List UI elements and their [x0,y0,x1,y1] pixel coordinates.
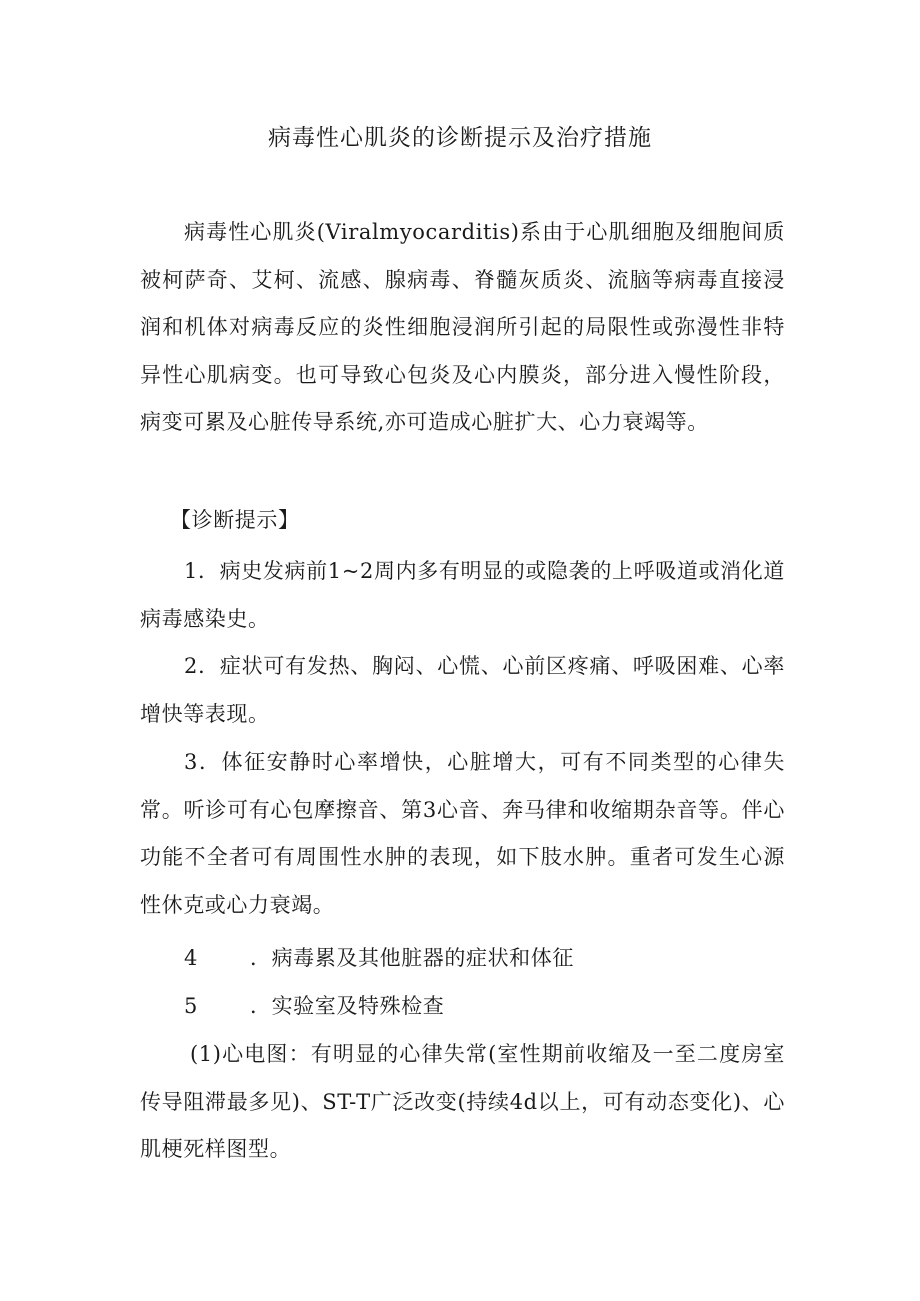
diagnosis-item-4 [140,935,785,983]
item-5-number: 5 [184,994,198,1018]
diagnosis-item-3: 3．体征安静时心率增快，心脏增大，可有不同类型的心律失常。听诊可有心包摩擦音、第3心音、奔马律和收缩期杂音等。伴心功能不全者可有周围性水肿的表现，如下肢水肿。重者可发生心源性休克或心力衰竭。 [140,750,785,917]
diagnosis-item-1: 1．病史发病前1~2周内多有明显的或隐袭的上呼吸道或消化道病毒感染史。 [140,559,785,631]
diagnosis-item-2: 2．症状可有发热、胸闷、心慌、心前区疼痛、呼吸困难、心率增快等表现。 [140,654,785,726]
intro-paragraph: 病毒性心肌炎(Viralmyocarditis)系由于心肌细胞及细胞间质被柯萨奇、艾柯、流感、腺病毒、脊髓灰质炎、流脑等病毒直接浸润和机体对病毒反应的炎性细胞浸润所引起的局限性或弥漫性非特异性心肌病变。也可导致心包炎及心内膜炎，部分进入慢性阶段，病变可累及心脏传导系统,亦可造成心脏扩大、心力衰竭等。 [140,220,785,435]
item-5-text: ．实验室及特殊检查 [249,994,445,1018]
diagnosis-item-5 [140,983,785,1031]
lab-sub-item-1: (1)心电图：有明显的心律失常(室性期前收缩及一至二度房室传导阻滞最多见)、ST-T广泛改变(持续4d以上，可有动态变化)、心肌梗死样图型。 [140,1042,785,1162]
document-title: 病毒性心肌炎的诊断提示及治疗措施 [268,125,652,151]
section-heading: 【诊断提示】 [170,508,300,532]
item-4-number: 4 [184,946,198,970]
item-4-text: ．病毒累及其他脏器的症状和体征 [249,946,574,970]
